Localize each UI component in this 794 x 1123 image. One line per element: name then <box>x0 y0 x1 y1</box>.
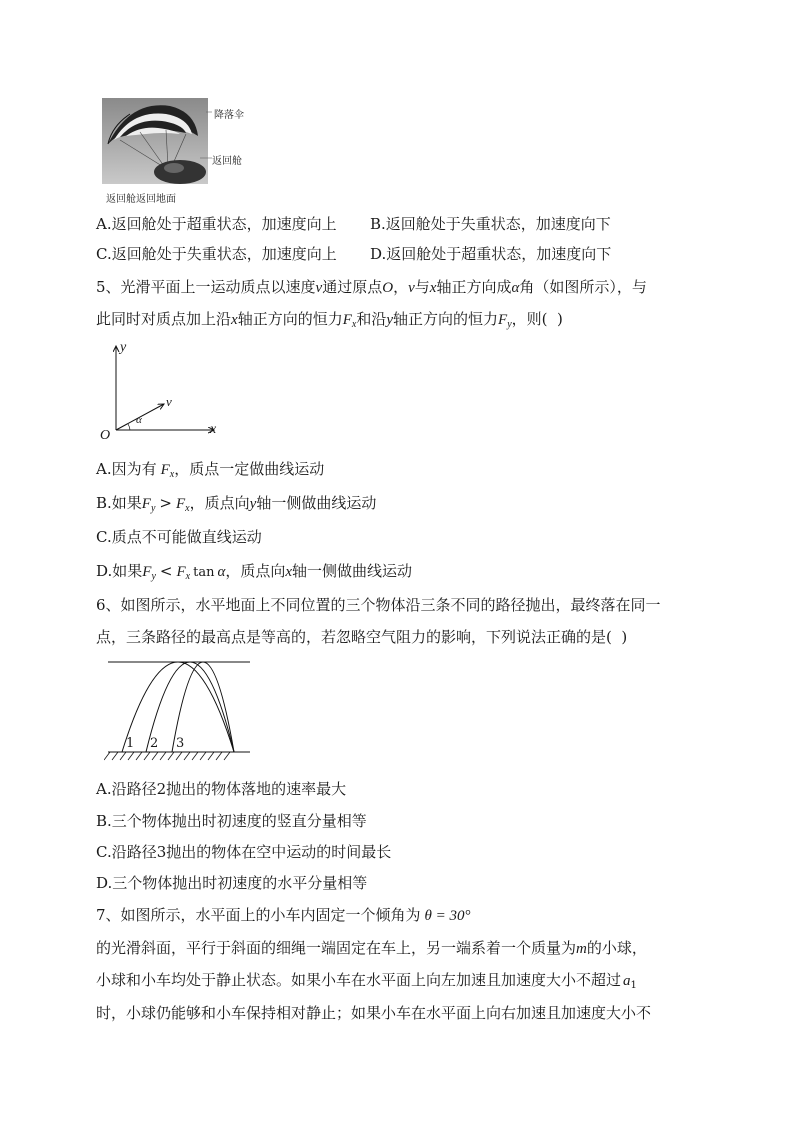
q4-option-b[interactable]: B.返回舱处于失重状态，加速度向下 <box>370 215 611 233</box>
text-run: ，质点向 <box>189 494 250 512</box>
capsule-label: 返回舱 <box>212 156 242 167</box>
text-run: B.如果 <box>96 494 142 512</box>
subscript-y: y <box>151 571 156 582</box>
q4-options-row-2 <box>96 244 612 264</box>
var-v: v <box>315 280 323 296</box>
q7-stem-line-1 <box>96 905 471 926</box>
theta-equation: θ = 30° <box>424 908 471 924</box>
text-run: 轴正方向的恒力 <box>393 310 499 328</box>
path-1-label: 1 <box>126 736 135 751</box>
text-run: 轴正方向的恒力 <box>237 310 343 328</box>
var-F: F <box>142 564 152 580</box>
text-run: 7、如图所示，水平面上的小车内固定一个倾角为 <box>96 906 421 924</box>
text-run: 轴一侧做曲线运动 <box>292 562 413 580</box>
subscript-x: x <box>185 571 191 582</box>
text-run: 角（如图所示），与 <box>519 278 647 296</box>
q6-stem-line-1: 6、如图所示，水平地面上不同位置的三个物体沿三条不同的路径抛出，最终落在同一 <box>96 596 661 614</box>
lt-sign: < <box>159 562 173 580</box>
text-run: ，质点一定做曲线运动 <box>174 460 325 478</box>
var-alpha: α <box>217 564 226 580</box>
q6-option-b[interactable]: B.三个物体抛出时初速度的竖直分量相等 <box>96 812 367 830</box>
q5-option-d[interactable] <box>96 561 412 587</box>
path-3-label: 3 <box>176 736 185 751</box>
text-run: 与 <box>414 278 430 296</box>
subscript-x: x <box>169 469 175 480</box>
fig-alpha-label: α <box>136 414 142 426</box>
q6-trajectory-figure <box>104 656 254 762</box>
q7-stem-line-3 <box>96 970 637 996</box>
text-run: A.因为有 <box>96 460 157 478</box>
text-run: 小球和小车均处于静止状态。如果小车在水平面上向左加速且加速度大小不超过 <box>96 971 622 989</box>
var-x: x <box>429 280 437 296</box>
q6-option-c[interactable]: C.沿路径3抛出的物体在空中运动的时间最长 <box>96 843 392 861</box>
var-F: F <box>160 462 170 478</box>
text-run: 的小球， <box>586 939 647 957</box>
tan-fn: tan <box>193 565 215 580</box>
q5-option-b[interactable] <box>96 493 376 519</box>
parachute-figure <box>100 96 260 204</box>
trajectory-2 <box>146 662 234 752</box>
subscript-y: y <box>150 503 156 514</box>
q5-stem-line-2 <box>96 309 563 335</box>
subscript-x: x <box>351 319 357 330</box>
fig-y-label: y <box>120 340 127 355</box>
q4-option-a[interactable]: A.返回舱处于超重状态，加速度向上 <box>96 215 337 233</box>
subscript-y: y <box>507 319 512 330</box>
var-O: O <box>382 280 394 296</box>
path-2-label: 2 <box>150 736 159 751</box>
text-run: C.质点不可能做直线运动 <box>96 528 262 546</box>
var-m: m <box>576 941 587 957</box>
text-run: 此同时对质点加上沿 <box>96 310 232 328</box>
text-run: ， <box>393 278 409 296</box>
fig-v-label: v <box>166 394 172 409</box>
text-run: 通过原点 <box>322 278 383 296</box>
parachute-label: 降落伞 <box>214 110 244 121</box>
var-x: x <box>231 312 238 328</box>
q7-stem-line-4: 时，小球仍能够和小车保持相对静止；如果小车在水平面上向右加速且加速度大小不 <box>96 1004 652 1022</box>
figure-caption: 返回舱返回地面 <box>106 194 176 205</box>
q7-stem-line-2 <box>96 938 647 959</box>
fig-x-label: x <box>210 422 217 437</box>
q6-option-d[interactable]: D.三个物体抛出时初速度的水平分量相等 <box>96 874 368 892</box>
q5-option-c[interactable] <box>96 527 262 547</box>
var-a: a <box>623 973 631 989</box>
var-x: x <box>285 564 293 580</box>
var-y: y <box>386 312 394 328</box>
gt-sign: > <box>159 494 172 512</box>
text-run: D.如果 <box>96 562 143 580</box>
var-F: F <box>342 312 352 328</box>
q4-options-row-1 <box>96 214 611 234</box>
text-run: ，质点向 <box>225 562 286 580</box>
text-run: 轴一侧做曲线运动 <box>256 494 377 512</box>
q6-stem-line-2: 点，三条路径的最高点是等高的，若忽略空气阻力的影响，下列说法正确的是( ) <box>96 628 628 646</box>
q4-option-c[interactable]: C.返回舱处于失重状态，加速度向上 <box>96 245 337 263</box>
var-y: y <box>249 496 257 512</box>
text-run: 的光滑斜面，平行于斜面的细绳一端固定在车上，另一端系着一个质量为 <box>96 939 577 957</box>
var-F: F <box>498 312 508 328</box>
text-run: 轴正方向成 <box>436 278 512 296</box>
q6-option-a[interactable]: A.沿路径2抛出的物体落地的速率最大 <box>96 780 347 798</box>
var-F: F <box>176 496 186 512</box>
subscript-1: 1 <box>630 980 637 991</box>
q5-axes-figure <box>96 340 226 446</box>
q4-option-d[interactable]: D.返回舱处于超重状态，加速度向下 <box>370 245 612 263</box>
var-v: v <box>408 280 415 296</box>
ground-hatching <box>104 752 230 760</box>
var-alpha: α <box>511 280 520 296</box>
fig-origin-label: O <box>100 428 111 443</box>
text-run: ，则( ) <box>511 310 563 328</box>
q5-option-a[interactable] <box>96 459 324 485</box>
q5-stem-line-1 <box>96 277 647 298</box>
var-F: F <box>176 564 186 580</box>
text-run: 5、光滑平面上一运动质点以速度 <box>96 278 316 296</box>
subscript-x: x <box>185 503 190 514</box>
text-run: 和沿 <box>356 310 387 328</box>
var-F: F <box>141 496 151 512</box>
